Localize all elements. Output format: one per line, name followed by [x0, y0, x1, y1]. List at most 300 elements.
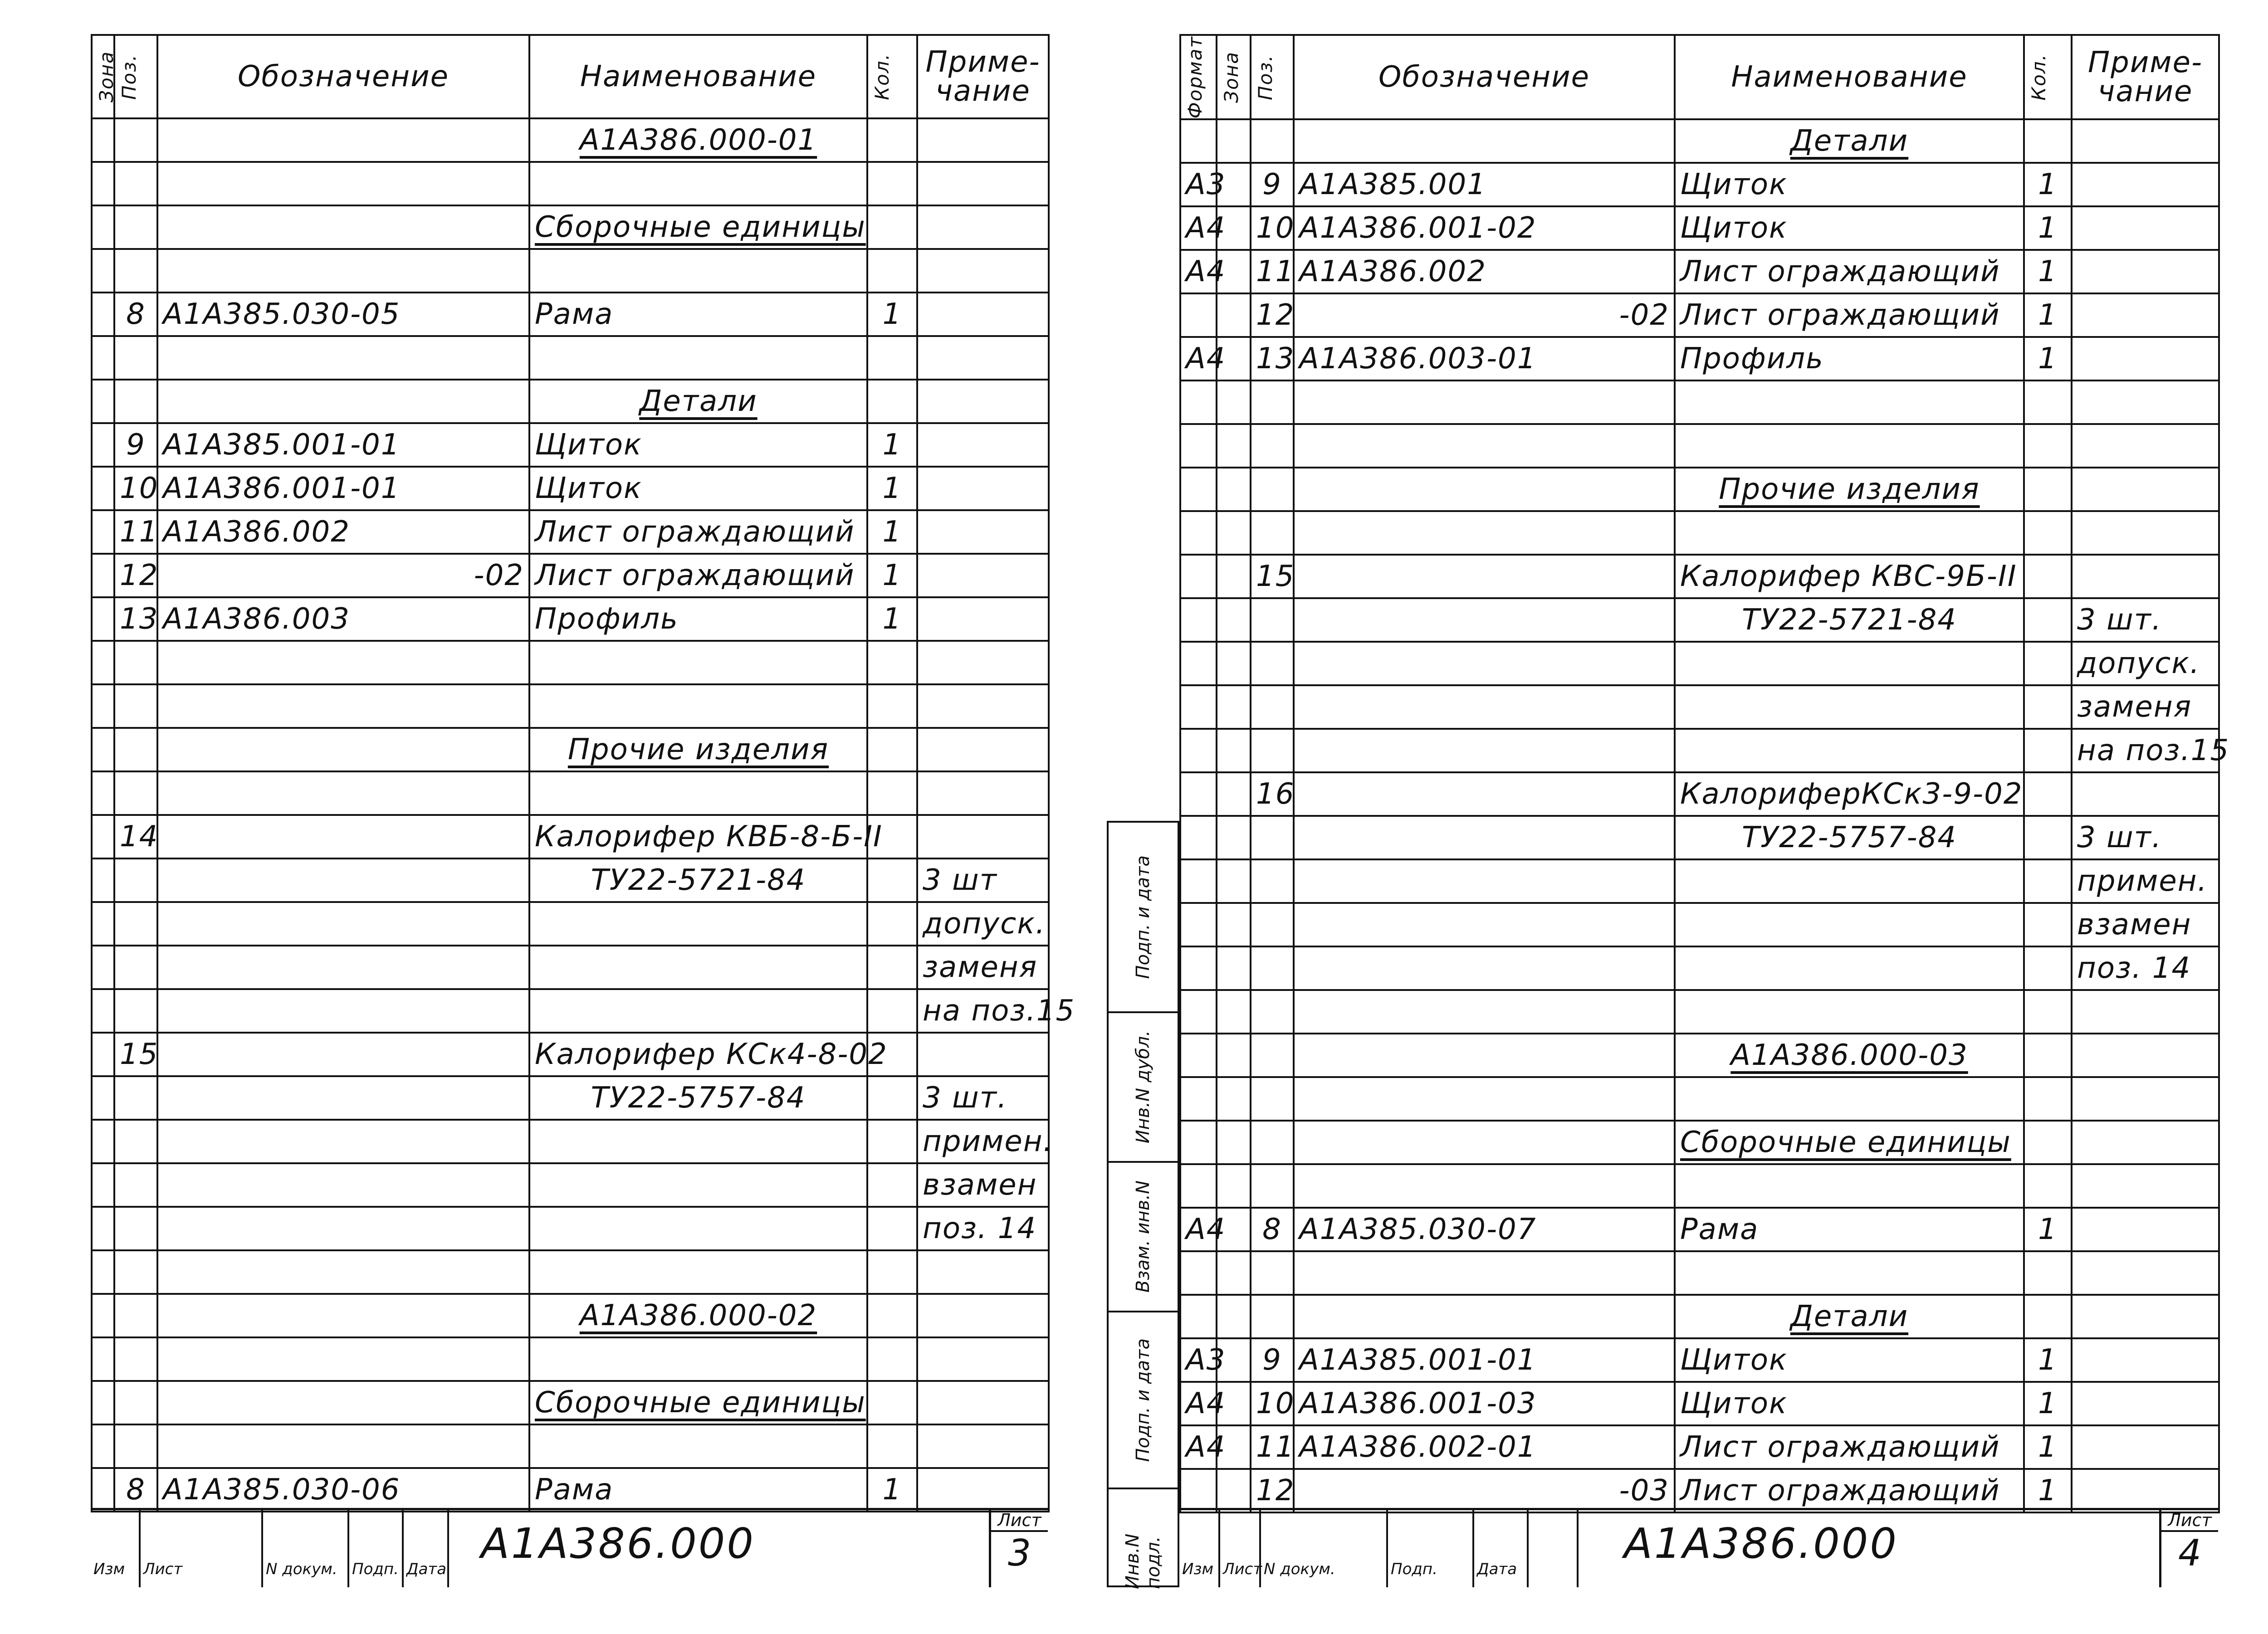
sheet-number: 3	[1008, 1532, 1031, 1574]
cell-zone	[92, 249, 114, 293]
cell-name	[1675, 990, 2024, 1034]
cell-designation: А1А385.030-07	[1294, 1208, 1675, 1251]
cell-designation	[157, 684, 529, 728]
cell-quantity	[2024, 642, 2072, 685]
cell-zone	[1217, 1121, 1251, 1164]
cell-format	[1180, 1164, 1217, 1208]
cell-note	[917, 293, 1049, 336]
cell-zone	[1217, 511, 1251, 555]
cell-zone	[92, 162, 114, 205]
cell-format: А4	[1180, 206, 1217, 250]
cell-name	[1675, 946, 2024, 990]
cell-position: 10	[1251, 206, 1294, 250]
cell-quantity	[2024, 1077, 2072, 1121]
cell-quantity	[2024, 1121, 2072, 1164]
cell-position	[1251, 729, 1294, 772]
cell-designation	[1294, 946, 1675, 990]
table-row	[92, 1424, 1049, 1468]
cell-zone	[92, 684, 114, 728]
cell-zone	[1217, 642, 1251, 685]
cell-name: Прочие изделия	[529, 728, 867, 771]
table-row	[1180, 424, 2219, 468]
cell-zone	[92, 1424, 114, 1468]
cell-quantity	[867, 162, 917, 205]
table-row	[1180, 250, 2219, 293]
cell-note: взамен	[917, 1163, 1049, 1207]
cell-note: поз. 14	[917, 1207, 1049, 1250]
cell-zone	[1217, 1164, 1251, 1208]
cell-designation	[1294, 424, 1675, 468]
cell-designation	[157, 1337, 529, 1381]
table-row	[1180, 946, 2219, 990]
cell-position	[114, 1294, 157, 1337]
cell-designation	[1294, 511, 1675, 555]
cell-designation	[157, 1294, 529, 1337]
cell-designation	[1294, 598, 1675, 642]
cell-zone	[92, 423, 114, 467]
cell-format	[1180, 729, 1217, 772]
cell-format	[1180, 1121, 1217, 1164]
table-row	[92, 728, 1049, 771]
cell-zone	[1217, 729, 1251, 772]
cell-zone	[1217, 1034, 1251, 1077]
cell-zone	[92, 510, 114, 554]
cell-designation: -02	[1294, 293, 1675, 337]
cell-quantity	[2024, 685, 2072, 729]
cell-note	[2072, 1338, 2219, 1382]
cell-name: Щиток	[529, 423, 867, 467]
table-row	[92, 1033, 1049, 1076]
table-row	[1180, 1469, 2219, 1512]
cell-position	[114, 1207, 157, 1250]
title-block-label: Изм	[1182, 1560, 1214, 1578]
cell-name: КалориферКСк3-9-02	[1675, 772, 2024, 816]
cell-quantity	[2024, 1164, 2072, 1208]
cell-zone	[1217, 598, 1251, 642]
cell-position	[114, 1250, 157, 1294]
cell-format	[1180, 1295, 1217, 1338]
table-row	[92, 858, 1049, 902]
cell-position	[114, 641, 157, 684]
cell-designation	[157, 1424, 529, 1468]
cell-name	[529, 946, 867, 989]
title-block-label: Дата	[1477, 1560, 1517, 1578]
cell-format	[1180, 1251, 1217, 1295]
cell-position	[114, 1337, 157, 1381]
cell-zone	[1217, 772, 1251, 816]
cell-note	[917, 771, 1049, 815]
cell-zone	[92, 1381, 114, 1424]
cell-zone	[1217, 380, 1251, 424]
cell-designation	[1294, 1034, 1675, 1077]
cell-note	[2072, 424, 2219, 468]
cell-quantity	[867, 1381, 917, 1424]
cell-designation	[157, 1076, 529, 1120]
cell-note: взамен	[2072, 903, 2219, 946]
cell-zone	[92, 1294, 114, 1337]
cell-quantity	[2024, 990, 2072, 1034]
cell-note	[2072, 1077, 2219, 1121]
table-header	[1180, 35, 2219, 119]
table-row	[1180, 119, 2219, 163]
table-row	[1180, 816, 2219, 859]
cell-designation	[157, 858, 529, 902]
cell-position	[114, 946, 157, 989]
stamp-sign-date-1: Подп. и дата	[1133, 855, 1154, 979]
cell-zone	[92, 728, 114, 771]
cell-name	[529, 1120, 867, 1163]
cell-format	[1180, 816, 1217, 859]
table-row	[92, 1337, 1049, 1381]
cell-designation	[1294, 903, 1675, 946]
cell-format	[1180, 1077, 1217, 1121]
cell-quantity	[867, 380, 917, 423]
cell-designation	[1294, 729, 1675, 772]
cell-position: 15	[1251, 555, 1294, 598]
cell-note	[917, 1250, 1049, 1294]
cell-quantity: 1	[2024, 250, 2072, 293]
cell-quantity	[867, 118, 917, 162]
cell-quantity	[867, 858, 917, 902]
title-block-label: Лист	[1223, 1560, 1262, 1578]
cell-designation	[1294, 1164, 1675, 1208]
cell-zone	[92, 641, 114, 684]
cell-quantity	[867, 771, 917, 815]
cell-note: 3 шт.	[917, 1076, 1049, 1120]
cell-name: Профиль	[529, 597, 867, 641]
cell-quantity	[2024, 1295, 2072, 1338]
cell-position	[114, 162, 157, 205]
cell-name: ТУ22-5721-84	[529, 858, 867, 902]
cell-format: А4	[1180, 1425, 1217, 1469]
cell-designation: -03	[1294, 1469, 1675, 1512]
cell-note	[2072, 1121, 2219, 1164]
title-block-label: Лист	[143, 1560, 183, 1578]
cell-position: 8	[114, 1468, 157, 1512]
table-row	[92, 1076, 1049, 1120]
cell-name	[529, 162, 867, 205]
header-qty: Кол.	[867, 35, 917, 118]
table-row	[92, 380, 1049, 423]
cell-format: А3	[1180, 1338, 1217, 1382]
table-row	[1180, 685, 2219, 729]
cell-note	[2072, 119, 2219, 163]
cell-name	[1675, 903, 2024, 946]
cell-quantity: 1	[2024, 1425, 2072, 1469]
stamp-dup-inv: Инв.N дубл.	[1133, 1030, 1154, 1144]
cell-position	[1251, 468, 1294, 511]
cell-name: Щиток	[1675, 1382, 2024, 1425]
cell-position	[1251, 990, 1294, 1034]
sheet-number-box	[989, 1510, 1048, 1587]
cell-position	[1251, 1251, 1294, 1295]
cell-designation: А1А386.003-01	[1294, 337, 1675, 380]
cell-quantity	[867, 902, 917, 946]
cell-format: А3	[1180, 163, 1217, 206]
cell-position	[1251, 859, 1294, 903]
cell-zone	[92, 1250, 114, 1294]
cell-position	[1251, 511, 1294, 555]
cell-quantity	[2024, 772, 2072, 816]
cell-quantity	[2024, 859, 2072, 903]
table-row	[92, 815, 1049, 858]
table-row	[92, 989, 1049, 1033]
cell-position	[1251, 1034, 1294, 1077]
header-qty: Кол.	[2024, 35, 2072, 119]
title-block-label: Изм	[93, 1560, 125, 1578]
cell-note	[917, 1294, 1049, 1337]
table-row	[1180, 1208, 2219, 1251]
cell-designation	[1294, 1295, 1675, 1338]
cell-zone	[92, 902, 114, 946]
cell-note: на поз.15	[2072, 729, 2219, 772]
cell-note	[917, 205, 1049, 249]
table-row	[1180, 380, 2219, 424]
cell-position: 11	[1251, 250, 1294, 293]
cell-position: 11	[1251, 1425, 1294, 1469]
cell-quantity	[2024, 380, 2072, 424]
cell-designation: А1А386.002	[1294, 250, 1675, 293]
cell-designation	[1294, 1077, 1675, 1121]
table-row	[92, 1207, 1049, 1250]
stamp-replace-inv: Взам. инв.N	[1133, 1180, 1154, 1293]
cell-position	[1251, 119, 1294, 163]
cell-format	[1180, 511, 1217, 555]
cell-designation	[157, 336, 529, 380]
table-row	[1180, 1382, 2219, 1425]
cell-name: Калорифер КВБ-8-Б-II	[529, 815, 867, 858]
cell-zone	[92, 380, 114, 423]
cell-note: на поз.15	[917, 989, 1049, 1033]
cell-designation	[1294, 555, 1675, 598]
cell-name: ТУ22-5721-84	[1675, 598, 2024, 642]
table-row	[1180, 1251, 2219, 1295]
cell-note: примен.	[2072, 859, 2219, 903]
cell-quantity	[867, 989, 917, 1033]
cell-note	[917, 423, 1049, 467]
cell-quantity	[867, 1120, 917, 1163]
title-block-label: Подп.	[1391, 1560, 1437, 1578]
cell-zone	[92, 336, 114, 380]
cell-note	[2072, 250, 2219, 293]
cell-position: 9	[1251, 163, 1294, 206]
cell-position: 10	[114, 467, 157, 510]
cell-zone	[1217, 903, 1251, 946]
cell-zone	[1217, 468, 1251, 511]
cell-note	[917, 1424, 1049, 1468]
title-block-label: Подп.	[352, 1560, 399, 1578]
cell-note	[917, 1033, 1049, 1076]
cell-note	[917, 684, 1049, 728]
cell-note	[2072, 1034, 2219, 1077]
document-number: А1А386.000	[1624, 1519, 1898, 1568]
header-format: Формат	[1180, 35, 1217, 119]
cell-note	[2072, 468, 2219, 511]
cell-quantity: 1	[867, 423, 917, 467]
cell-format	[1180, 380, 1217, 424]
cell-zone	[92, 1033, 114, 1076]
cell-note	[2072, 1251, 2219, 1295]
cell-position	[114, 1163, 157, 1207]
cell-position	[114, 902, 157, 946]
cell-designation	[157, 1120, 529, 1163]
cell-designation	[1294, 772, 1675, 816]
title-block-right	[1179, 1508, 2218, 1587]
cell-note	[2072, 293, 2219, 337]
cell-zone	[1217, 1469, 1251, 1512]
cell-name	[529, 1207, 867, 1250]
cell-position: 12	[1251, 293, 1294, 337]
table-row	[1180, 990, 2219, 1034]
cell-name	[1675, 380, 2024, 424]
cell-format	[1180, 859, 1217, 903]
cell-designation: А1А385.001-01	[157, 423, 529, 467]
cell-note: 3 шт.	[2072, 816, 2219, 859]
cell-format	[1180, 293, 1217, 337]
cell-name	[529, 989, 867, 1033]
table-row	[1180, 642, 2219, 685]
cell-name: Лист ограждающий	[1675, 1469, 2024, 1512]
cell-zone	[1217, 990, 1251, 1034]
cell-designation	[1294, 990, 1675, 1034]
cell-name	[529, 1163, 867, 1207]
stamp-orig-inv: Инв.N подл.	[1122, 1533, 1164, 1589]
table-row	[1180, 511, 2219, 555]
cell-note: примен.	[917, 1120, 1049, 1163]
cell-designation	[1294, 816, 1675, 859]
cell-designation: А1А386.001-01	[157, 467, 529, 510]
table-row	[1180, 729, 2219, 772]
cell-position	[114, 989, 157, 1033]
cell-designation	[157, 946, 529, 989]
cell-note: заменя	[2072, 685, 2219, 729]
table-row	[92, 597, 1049, 641]
cell-note	[2072, 1164, 2219, 1208]
cell-quantity	[2024, 816, 2072, 859]
cell-zone	[1217, 119, 1251, 163]
cell-quantity	[867, 1424, 917, 1468]
cell-position: 10	[1251, 1382, 1294, 1425]
cell-name	[529, 1250, 867, 1294]
cell-note	[2072, 206, 2219, 250]
cell-zone	[92, 554, 114, 597]
cell-note: допуск.	[917, 902, 1049, 946]
cell-note	[917, 641, 1049, 684]
table-row	[1180, 1034, 2219, 1077]
cell-format	[1180, 772, 1217, 816]
cell-position: 9	[114, 423, 157, 467]
cell-zone	[92, 293, 114, 336]
cell-note	[2072, 990, 2219, 1034]
cell-zone	[1217, 293, 1251, 337]
cell-zone	[92, 858, 114, 902]
cell-designation	[157, 1250, 529, 1294]
cell-position: 13	[114, 597, 157, 641]
cell-name: Щиток	[1675, 1338, 2024, 1382]
table-row	[1180, 903, 2219, 946]
cell-note	[917, 467, 1049, 510]
cell-note: 3 шт.	[2072, 598, 2219, 642]
table-row	[92, 771, 1049, 815]
spec-table-left	[91, 34, 1075, 1512]
cell-name: Щиток	[1675, 206, 2024, 250]
cell-format	[1180, 642, 1217, 685]
cell-note: заменя	[917, 946, 1049, 989]
header-zone: Зона	[1217, 35, 1251, 119]
cell-name: Лист ограждающий	[529, 554, 867, 597]
cell-designation	[1294, 468, 1675, 511]
cell-zone	[1217, 424, 1251, 468]
cell-designation	[1294, 119, 1675, 163]
cell-designation: А1А386.001-02	[1294, 206, 1675, 250]
table-row	[92, 423, 1049, 467]
cell-quantity	[2024, 424, 2072, 468]
cell-position	[1251, 598, 1294, 642]
cell-note: 3 шт	[917, 858, 1049, 902]
cell-name: Рама	[1675, 1208, 2024, 1251]
cell-position	[1251, 1077, 1294, 1121]
cell-note	[917, 1468, 1049, 1512]
cell-name	[1675, 1251, 2024, 1295]
cell-name: Лист ограждающий	[529, 510, 867, 554]
cell-note	[917, 162, 1049, 205]
cell-designation	[157, 1163, 529, 1207]
cell-position	[1251, 685, 1294, 729]
cell-name	[1675, 1164, 2024, 1208]
cell-position	[1251, 642, 1294, 685]
cell-name: Лист ограждающий	[1675, 293, 2024, 337]
cell-name	[529, 1337, 867, 1381]
table-row	[92, 336, 1049, 380]
cell-position: 13	[1251, 337, 1294, 380]
cell-zone	[1217, 1251, 1251, 1295]
table-row	[1180, 1425, 2219, 1469]
cell-name: Детали	[529, 380, 867, 423]
cell-zone	[1217, 1295, 1251, 1338]
cell-designation: А1А386.002-01	[1294, 1425, 1675, 1469]
cell-quantity	[2024, 1251, 2072, 1295]
cell-zone	[92, 1207, 114, 1250]
cell-quantity	[867, 1294, 917, 1337]
cell-quantity	[2024, 119, 2072, 163]
cell-name: Сборочные единицы	[529, 1381, 867, 1424]
cell-designation: -02	[157, 554, 529, 597]
cell-zone	[92, 467, 114, 510]
cell-designation	[157, 205, 529, 249]
table-row	[1180, 206, 2219, 250]
cell-zone	[92, 989, 114, 1033]
cell-format	[1180, 555, 1217, 598]
cell-format	[1180, 468, 1217, 511]
cell-name	[1675, 642, 2024, 685]
cell-quantity	[2024, 1034, 2072, 1077]
cell-note	[2072, 337, 2219, 380]
cell-designation	[157, 771, 529, 815]
table-row	[92, 1120, 1049, 1163]
cell-name	[529, 336, 867, 380]
cell-quantity	[2024, 946, 2072, 990]
cell-note	[2072, 511, 2219, 555]
cell-quantity: 1	[867, 467, 917, 510]
cell-zone	[92, 1468, 114, 1512]
side-stamp	[1107, 821, 1179, 1587]
cell-quantity	[867, 728, 917, 771]
cell-quantity: 1	[2024, 206, 2072, 250]
cell-quantity: 1	[867, 293, 917, 336]
cell-position: 16	[1251, 772, 1294, 816]
cell-quantity	[867, 684, 917, 728]
cell-position	[114, 205, 157, 249]
